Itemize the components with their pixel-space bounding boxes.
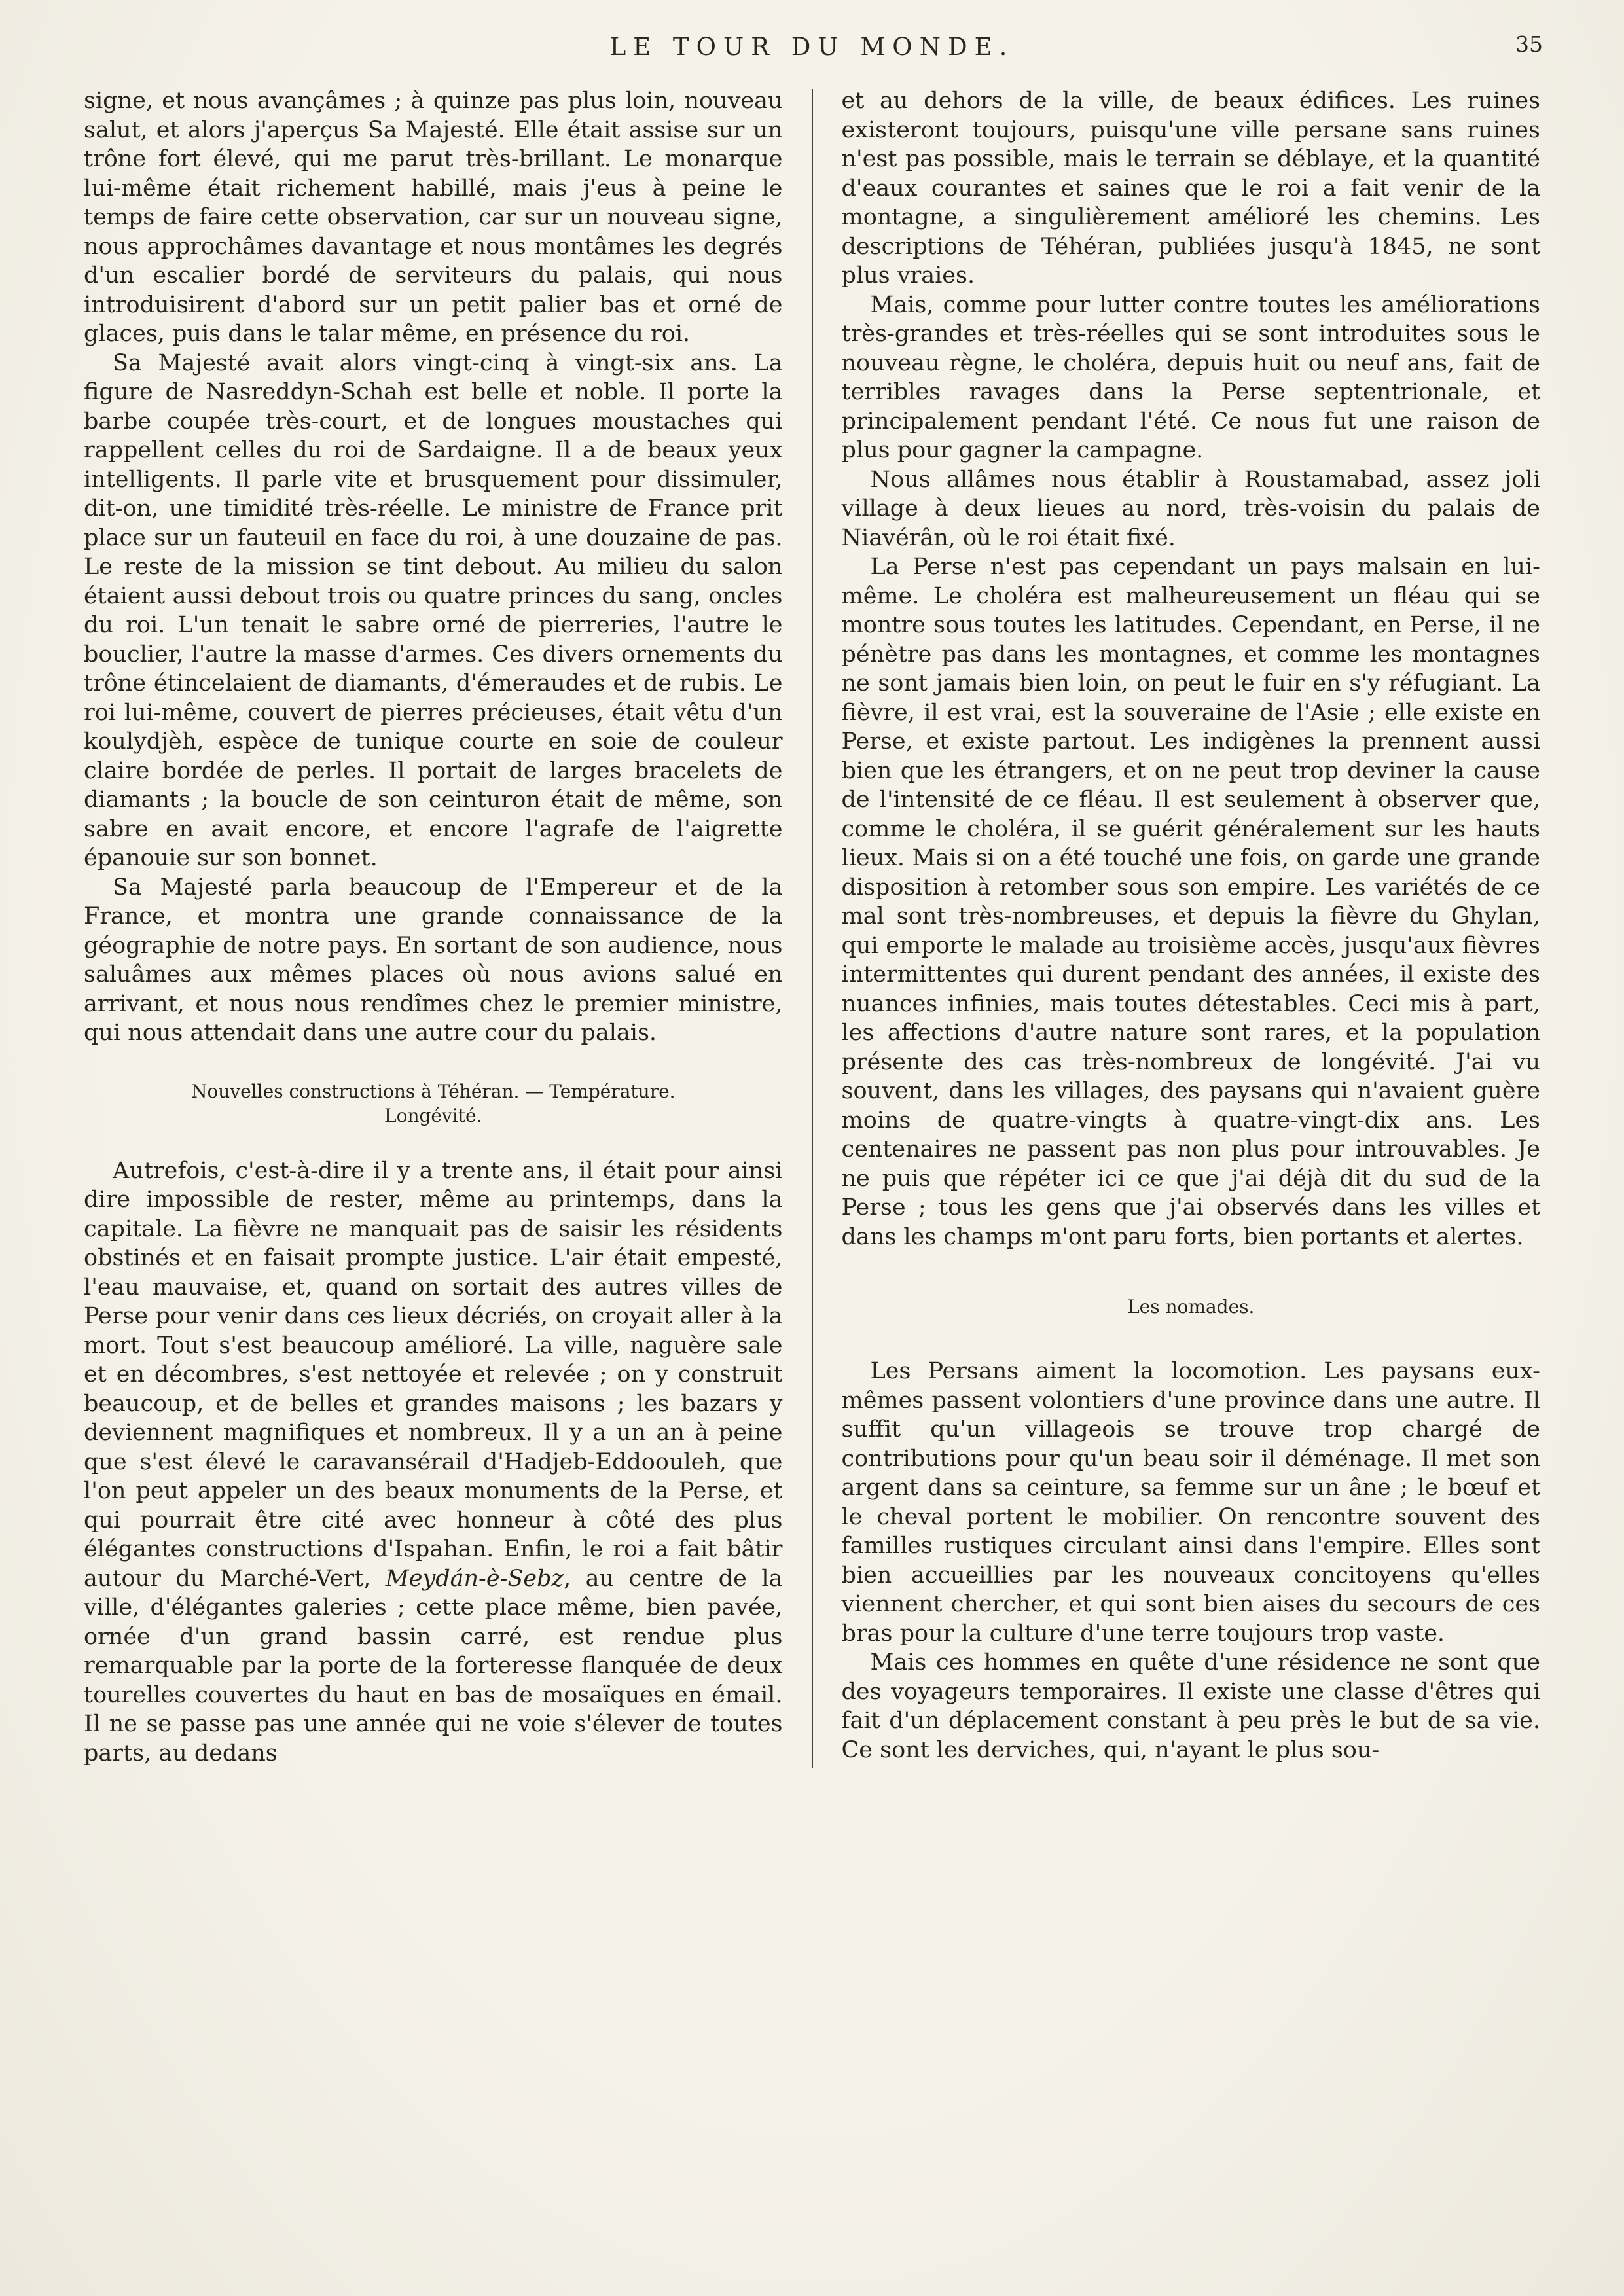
section-heading-line: Les nomades. <box>1127 1296 1255 1318</box>
section-heading-line: Longévité. <box>384 1104 482 1126</box>
right-column <box>842 86 1541 1768</box>
section-heading-line: Nouvelles constructions à Téhéran. — Température. <box>190 1080 676 1102</box>
left-column <box>84 86 783 1768</box>
text-columns <box>84 86 1540 1768</box>
paragraph: et au dehors de la ville, de beaux édifices. Les ruines existeront toujours, puisqu'une ville persane sans ruines n'est pas possible, mais le terrain se déblaye, et la quantité d'eaux courantes et saines que le roi a fait venir de la montagne, a singulièrement amélioré les chemins. Les descriptions de Téhéran, publiées jusqu'à 1845, ne sont plus vraies. <box>841 88 1540 289</box>
journal-title: LE TOUR DU MONDE. <box>609 33 1015 61</box>
italic-place-name: Meydán-è-Sebz <box>385 1565 564 1592</box>
page-number: 35 <box>1515 31 1543 57</box>
section-heading <box>842 1295 1541 1319</box>
paragraph: Sa Majesté avait alors vingt-cinq à vingt-six ans. La figure de Nasreddyn-Schah est belle et noble. Il porte la barbe coupée très-court, et de longues moustaches qui rappellent celles du roi de Sardaigne. Il a de beaux yeux intelligents. Il parle vite et brusquement pour dissimuler, dit-on, une timidité très-réelle. Le ministre de France prit place sur un fauteuil en face du roi, à une douzaine de pas. Le reste de la mission se tint debout. Au milieu du salon étaient aussi debout trois ou quatre princes du sang, oncles du roi. L'un tenait le sabre orné de pierreries, l'autre le bouclier, l'autre la masse d'armes. Ces divers ornements du trône étincelaient de diamants, d'émeraudes et de rubis. Le roi lui-même, couvert de pierres précieuses, était vêtu d'un koulydjèh, espèce de tunique courte en soie de couleur claire bordée de perles. Il portait de larges bracelets de diamants ; la boucle de son ceinturon était de même, son sabre en avait encore, et encore l'agrafe de l'aigrette épanouie sur son bonnet. <box>84 350 783 871</box>
paragraph: Les Persans aiment la locomotion. Les paysans eux-mêmes passent volontiers d'une province dans une autre. Il suffit qu'un villageois se trouve trop chargé de contributions pour qu'un beau soir il déménage. Il met son argent dans sa ceinture, sa femme sur un âne ; le bœuf et le cheval portent le mobilier. On rencontre souvent des familles rustiques circulant ainsi dans l'empire. Elles sont bien accueillies par les nouveaux concitoyens qu'elles viennent chercher, et qui sont bien aises du secours de ces bras pour la culture d'une terre toujours trop vaste. <box>841 1358 1540 1647</box>
paragraph <box>84 1157 783 1768</box>
paragraph: Mais ces hommes en quête d'une résidence ne sont que des voyageurs temporaires. Il existe une classe d'êtres qui fait d'un déplacement constant à peu près le but de sa vie. Ce sont les derviches, qui, n'ayant le plus sou- <box>841 1649 1540 1763</box>
paragraph: La Perse n'est pas cependant un pays malsain en lui-même. Le choléra est malheureusement un fléau qui se montre sous toutes les latitudes. Cependant, en Perse, il ne pénètre pas dans les montagnes, et comme les montagnes ne sont jamais bien loin, on peut le fuir en s'y réfugiant. La fièvre, il est vrai, est la souveraine de l'Asie ; elle existe en Perse, et existe partout. Les indigènes la prennent aussi bien que les étrangers, et on ne peut trop deviner la cause de l'intensité de ce fléau. Il est seulement à observer que, comme le choléra, il se guérit généralement sur les hauts lieux. Mais si on a été touché une fois, on garde une grande disposition à retomber sous son empire. Les variétés de ce mal sont très-nombreuses, et depuis la fièvre du Ghylan, qui emporte le malade au troisième accès, jusqu'aux fièvres intermittentes qui durent pendant des années, il existe des nuances infinies, mais toutes détestables. Ceci mis à part, les affections d'autre nature sont rares, et la population présente des cas très-nombreux de longévité. J'ai vu souvent, dans les villages, des paysans qui n'avaient guère moins de quatre-vingts à quatre-vingt-dix ans. Les centenaires ne passent pas non plus pour introuvables. Je ne puis que répéter ici ce que j'ai déjà dit du sud de la Perse ; tous les gens que j'ai observés dans les villes et dans les champs m'ont paru forts, bien portants et alertes. <box>841 554 1540 1250</box>
section-heading <box>84 1079 783 1128</box>
column-divider <box>812 89 813 1768</box>
paragraph: Sa Majesté parla beaucoup de l'Empereur et de la France, et montra une grande connaissance de la géographie de notre pays. En sortant de son audience, nous saluâmes aux mêmes places où nous avions salué en arrivant, et nous nous rendîmes chez le premier ministre, qui nous attendait dans une autre cour du palais. <box>84 874 783 1046</box>
paragraph: Nous allâmes nous établir à Roustamabad, assez joli village à deux lieues au nord, très-voisin du palais de Niavérân, où le roi était fixé. <box>841 466 1540 551</box>
masthead <box>84 27 1543 77</box>
paragraph: Mais, comme pour lutter contre toutes les améliorations très-grandes et très-réelles qui se sont introduites sous le nouveau règne, le choléra, depuis huit ou neuf ans, fait de terribles ravages dans la Perse septentrionale, et principalement pendant l'été. Ce nous fut une raison de plus pour gagner la campagne. <box>841 291 1540 463</box>
paragraph-text: , au centre de la ville, d'élégantes galeries ; cette place même, bien pavée, ornée d'un grand bassin carré, est rendue plus remarquable par la porte de la forteresse flanquée de deux tourelles couvertes du haut en bas de mosaïques en émail. Il ne se passe pas une année qui ne voie s'élever de toutes parts, au dedans <box>84 1565 783 1767</box>
paragraph-text: Autrefois, c'est-à-dire il y a trente ans, il était pour ainsi dire impossible de rester, même au printemps, dans la capitale. La fièvre ne manquait pas de saisir les résidents obstinés et en faisait prompte justice. L'air était empesté, l'eau mauvaise, et, quand on sortait des autres villes de Perse pour venir dans ces lieux décriés, on croyait aller à la mort. Tout s'est beaucoup amélioré. La ville, naguère sale et en décombres, s'est nettoyée et relevée ; on y construit beaucoup, et de belles et grandes maisons ; les bazars y deviennent magnifiques et nombreux. Il y a un an à peine que s'est élevé le caravansérail d'Hadjeb-Eddoouleh, que l'on peut appeler un des beaux monuments de la Perse, et qui pourrait être cité avec honneur à côté des plus élégantes constructions d'Ispahan. Enfin, le roi a fait bâtir autour du Marché-Vert, <box>84 1157 783 1592</box>
paragraph: signe, et nous avançâmes ; à quinze pas plus loin, nouveau salut, et alors j'aperçus Sa Majesté. Elle était assise sur un trône fort élevé, qui me parut très-brillant. Le monarque lui-même était richement habillé, mais j'eus à peine le temps de faire cette observation, car sur un nouveau signe, nous approchâmes davantage et nous montâmes les degrés d'un escalier bordé de serviteurs du palais, qui nous introduisirent d'abord sur un petit palier bas et orné de glaces, puis dans le talar même, en présence du roi. <box>84 88 783 347</box>
